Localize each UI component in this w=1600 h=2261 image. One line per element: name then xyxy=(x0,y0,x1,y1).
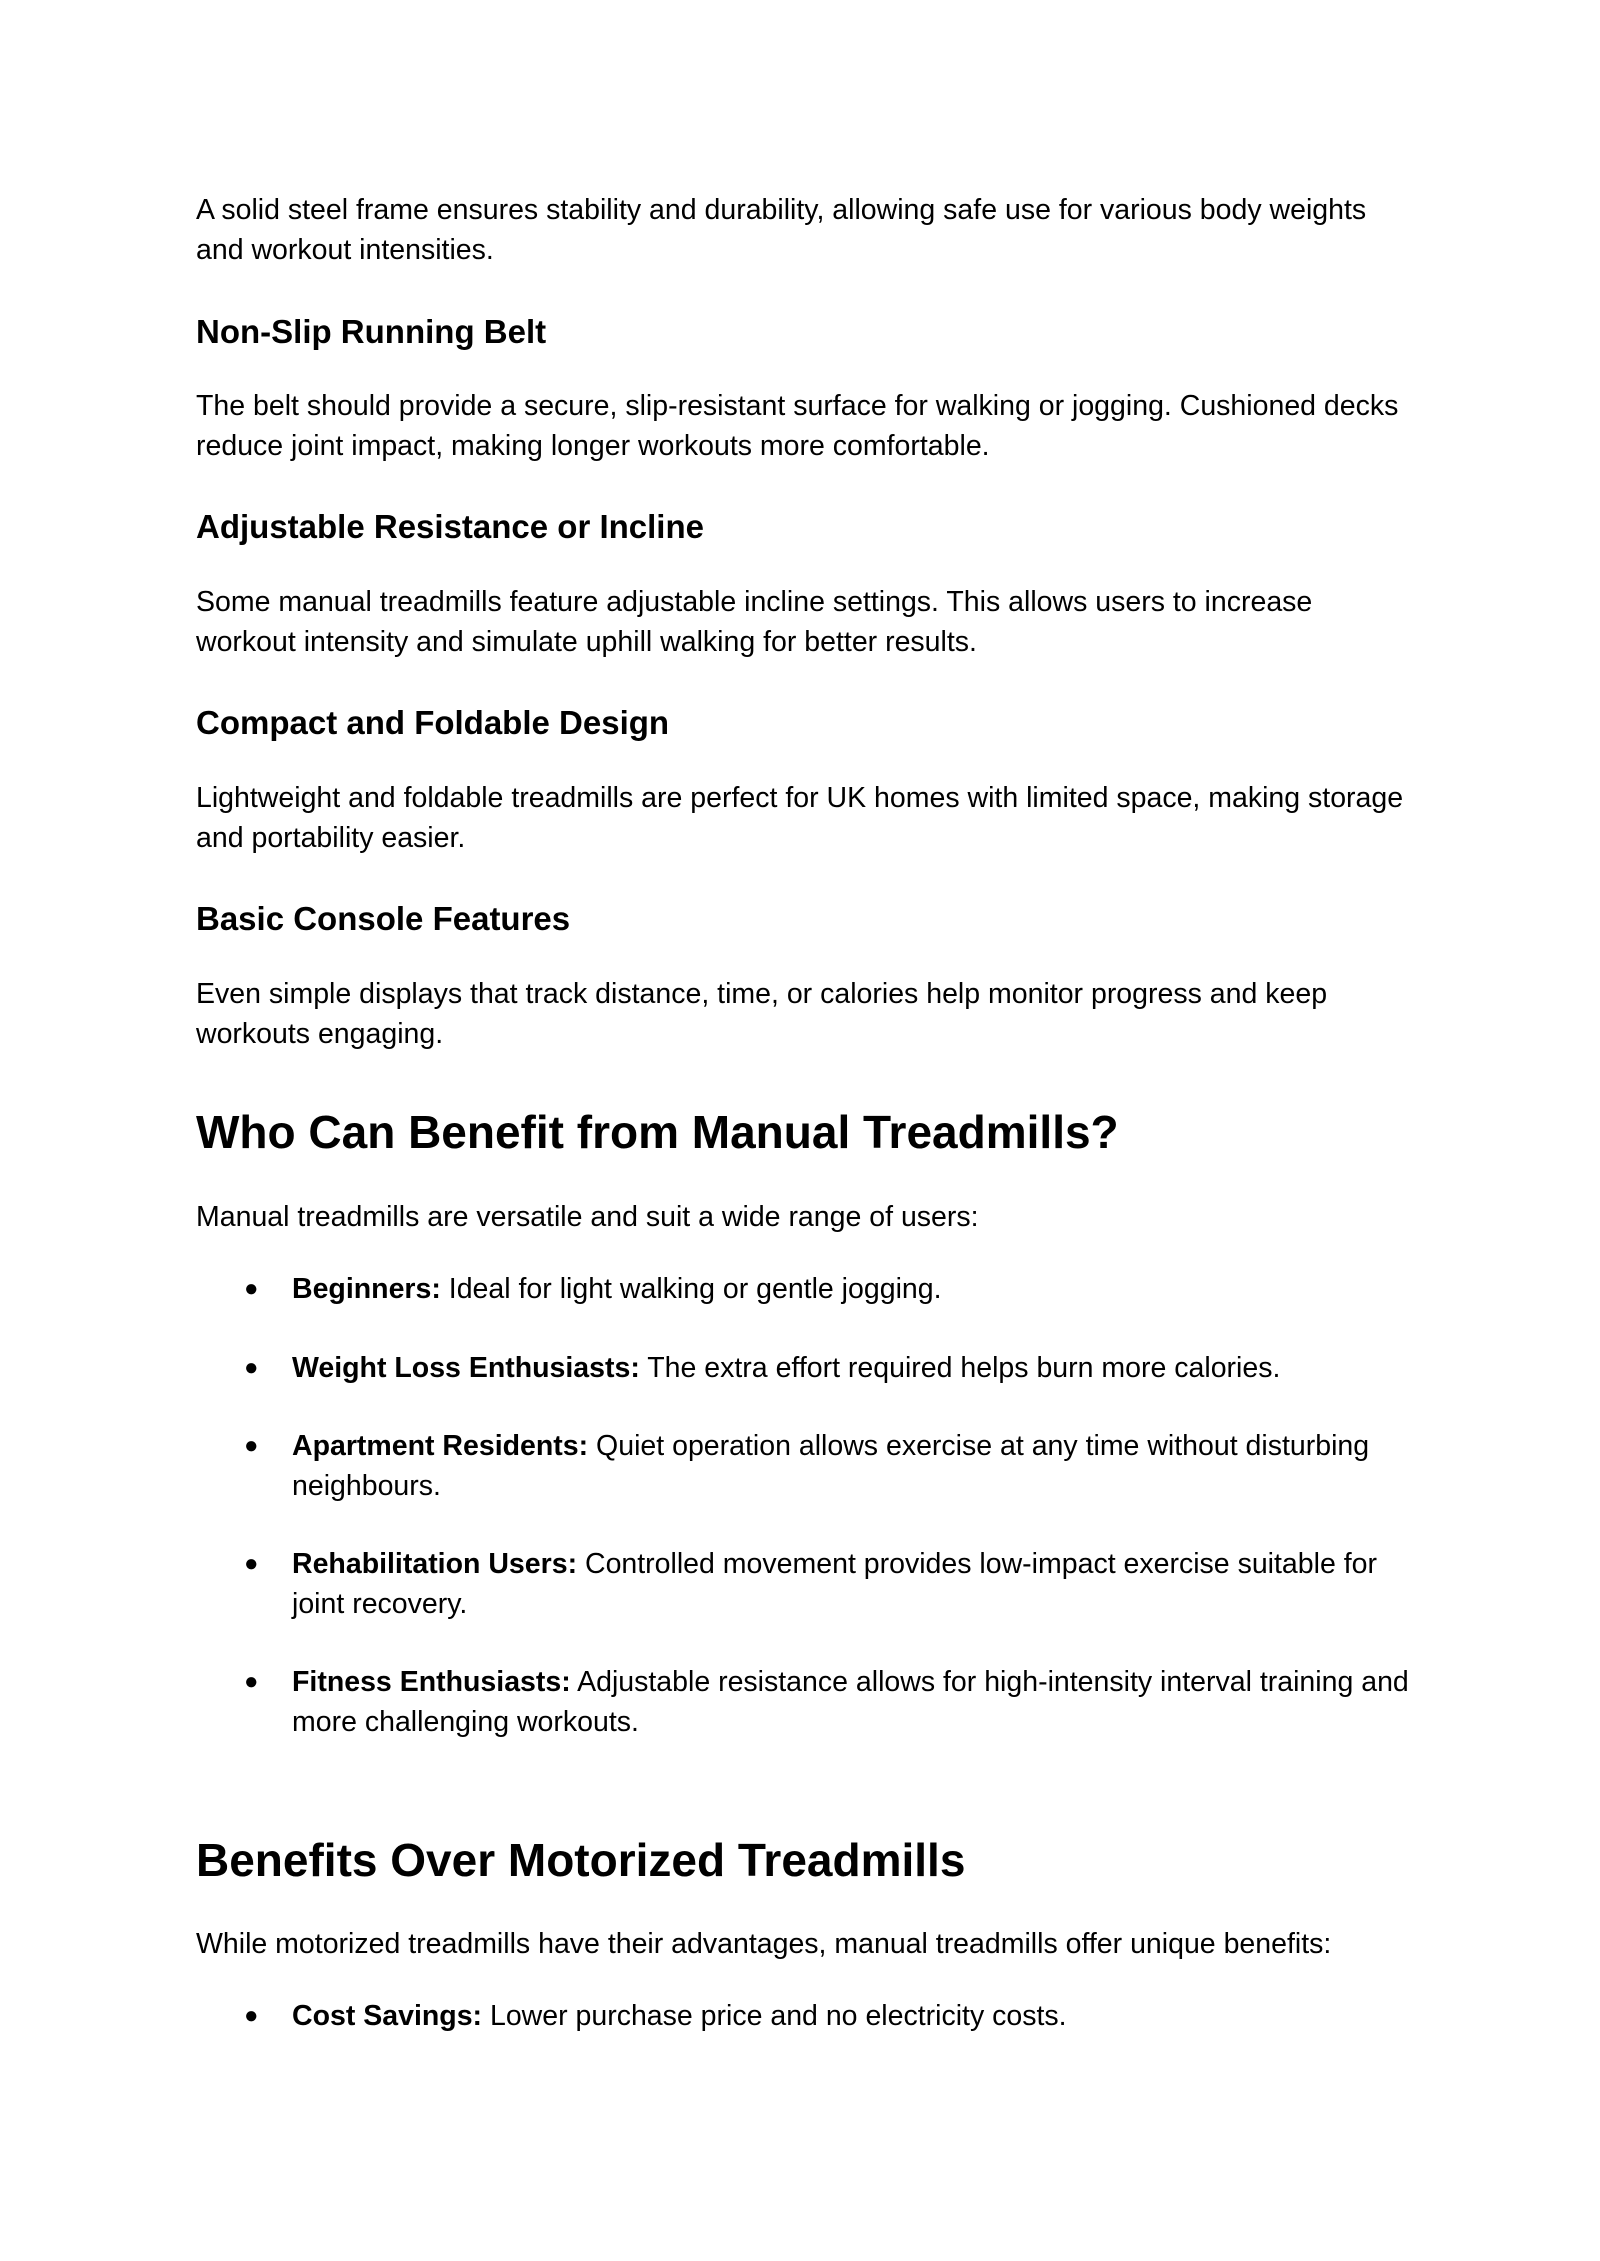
benefits-intro: While motorized treadmills have their advantages, manual treadmills offer unique benefits: xyxy=(196,1928,1332,1960)
list-item-description: Controlled movement provides low-impact exercise suitable for joint recovery. xyxy=(292,1548,1377,1620)
list-item-term: Apartment Residents: xyxy=(292,1430,589,1462)
bullet-icon: ● xyxy=(244,2002,259,2029)
feature-text-non-slip-belt: The belt should provide a secure, slip-resistant surface for walking or jogging. Cushioned decks reduce joint impact, making longer workouts more comfortable. xyxy=(196,390,1399,462)
list-item-description: Adjustable resistance allows for high-intensity interval training and more challenging workouts. xyxy=(292,1666,1409,1738)
feature-heading-non-slip-belt: Non-Slip Running Belt xyxy=(196,313,547,350)
bullet-icon: ● xyxy=(244,1275,259,1302)
intro-paragraph: A solid steel frame ensures stability and durability, allowing safe use for various body weights and workout intensities. xyxy=(196,194,1367,266)
list-item-text xyxy=(292,1662,1416,1742)
list-item-term: Rehabilitation Users: xyxy=(292,1548,578,1580)
list-item-term: Beginners: xyxy=(292,1273,441,1305)
list-item-description: Lower purchase price and no electricity costs. xyxy=(482,2000,1067,2032)
feature-text-adjustable-resistance: Some manual treadmills feature adjustable incline settings. This allows users to increase workout intensity and simulate uphill walking for better results. xyxy=(196,586,1313,658)
list-item-term: Weight Loss Enthusiasts: xyxy=(292,1352,640,1384)
benefits-heading: Benefits Over Motorized Treadmills xyxy=(196,1834,966,1886)
list-item-description: Ideal for light walking or gentle jogging. xyxy=(440,1273,942,1305)
bullet-icon: ● xyxy=(244,1432,259,1459)
list-item-term: Cost Savings: xyxy=(292,2000,483,2032)
feature-heading-compact-design: Compact and Foldable Design xyxy=(196,704,670,741)
list-item-term: Fitness Enthusiasts: xyxy=(292,1666,571,1698)
bullet-icon: ● xyxy=(244,1550,259,1577)
list-item-description: Quiet operation allows exercise at any time without disturbing neighbours. xyxy=(292,1430,1370,1502)
bullet-icon: ● xyxy=(244,1354,259,1381)
who-benefits-intro: Manual treadmills are versatile and suit a wide range of users: xyxy=(196,1201,979,1233)
list-item-text xyxy=(292,1348,1416,1388)
feature-heading-console-features: Basic Console Features xyxy=(196,900,571,937)
list-item-text xyxy=(292,1269,1416,1309)
who-benefits-heading: Who Can Benefit from Manual Treadmills? xyxy=(196,1106,1119,1158)
list-item-text xyxy=(292,1426,1416,1506)
feature-text-compact-design: Lightweight and foldable treadmills are perfect for UK homes with limited space, making storage and portability easier. xyxy=(196,782,1404,854)
list-item-description: The extra effort required helps burn more calories. xyxy=(639,1352,1281,1384)
list-item-text xyxy=(292,1996,1416,2036)
bullet-icon: ● xyxy=(244,1668,259,1695)
list-item-text xyxy=(292,1544,1416,1624)
feature-text-console-features: Even simple displays that track distance, time, or calories help monitor progress and keep workouts engaging. xyxy=(196,978,1328,1050)
feature-heading-adjustable-resistance: Adjustable Resistance or Incline xyxy=(196,508,704,545)
